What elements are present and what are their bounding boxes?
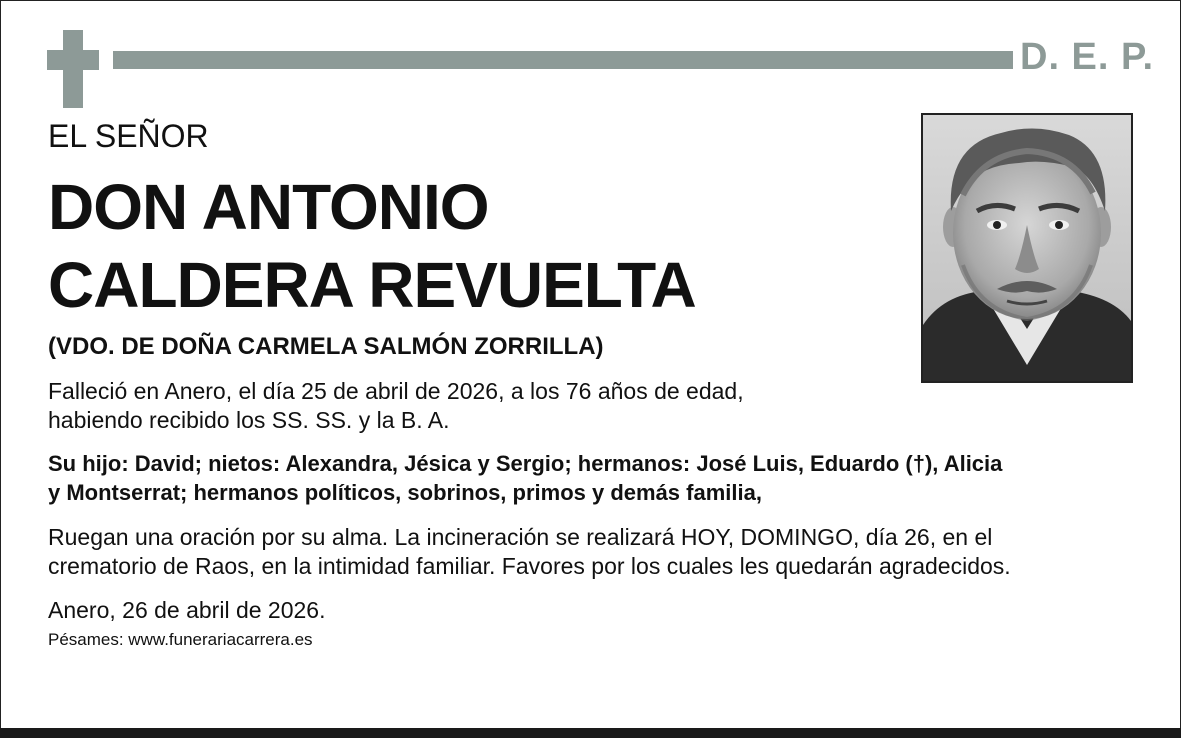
condolences-website: Pésames: www.funerariacarrera.es [48, 630, 313, 649]
prayer-line1: Ruegan una oración por su alma. La incineración se realizará HOY, DOMINGO, día 26, en el [48, 524, 993, 550]
portrait-photo [921, 113, 1133, 383]
family-list [48, 449, 1002, 507]
family-line1: Su hijo: David; nietos: Alexandra, Jésica y Sergio; hermanos: José Luis, Eduardo (†), Alicia [48, 451, 1003, 476]
honorific: EL SEÑOR [48, 118, 209, 154]
deceased-name-line2: CALDERA REVUELTA [48, 249, 696, 321]
death-details [48, 377, 744, 435]
portrait-illustration [923, 115, 1131, 381]
dep-label: D. E. P. [1020, 36, 1155, 78]
deceased-name-line1: DON ANTONIO [48, 171, 489, 243]
cross-horizontal-bar [47, 50, 99, 70]
family-line2: y Montserrat; hermanos políticos, sobrinos, primos y demás familia, [48, 480, 762, 505]
death-line2: habiendo recibido los SS. SS. y la B. A. [48, 407, 450, 433]
header-rule [113, 51, 1013, 69]
bottom-border-bar [0, 728, 1181, 738]
prayer-line2: crematorio de Raos, en la intimidad familiar. Favores por los cuales les quedarán agradecidos. [48, 553, 1011, 579]
prayer-request [48, 523, 1011, 581]
widow-line: (VDO. DE DOÑA CARMELA SALMÓN ZORRILLA) [48, 333, 604, 360]
death-line1: Falleció en Anero, el día 25 de abril de 2026, a los 76 años de edad, [48, 378, 744, 404]
place-date: Anero, 26 de abril de 2026. [48, 597, 326, 623]
deceased-name [48, 168, 696, 324]
